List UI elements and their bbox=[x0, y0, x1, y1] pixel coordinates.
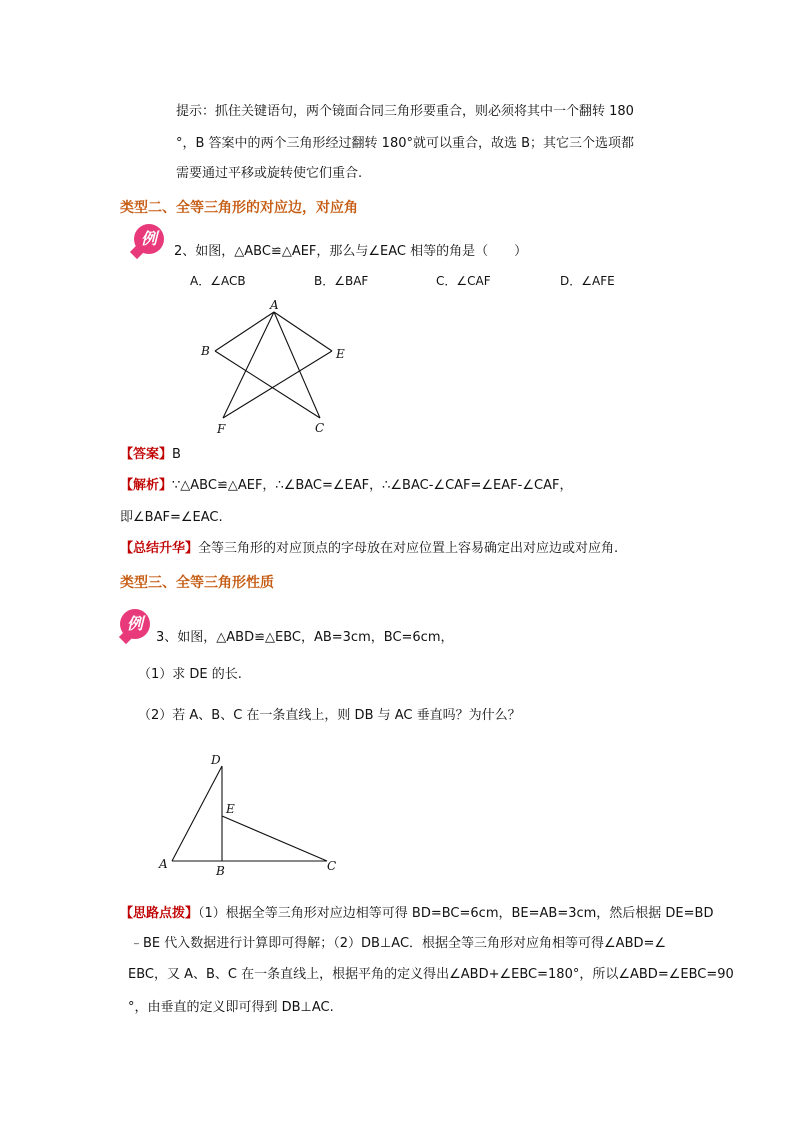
type2-heading: 类型二、全等三角形的对应边，对应角 bbox=[120, 200, 358, 216]
type3-heading: 类型三、全等三角形性质 bbox=[120, 575, 274, 591]
label-d: D bbox=[211, 753, 221, 767]
thought-line-2: ﹣BE 代入数据进行计算即可得解；（2）DB⊥AC．根据全等三角形对应角相等可得∠ABD=∠ bbox=[130, 936, 667, 951]
option-b: B．∠BAF bbox=[314, 274, 369, 288]
question-3: 3、如图，△ABD≌△EBC，AB=3cm，BC=6cm， bbox=[156, 630, 454, 645]
label-a: A bbox=[159, 857, 168, 871]
figure-right-triangles bbox=[155, 752, 345, 880]
label-b: B bbox=[216, 864, 225, 878]
label-a: A bbox=[270, 298, 279, 312]
figure-star bbox=[195, 296, 355, 436]
summary-text: 全等三角形的对应顶点的字母放在对应位置上容易确定出对应边或对应角. bbox=[198, 541, 619, 556]
thought-text-1: （1）根据全等三角形对应边相等可得 BD=BC=6cm，BE=AB=3cm，然后根据 DE=BD bbox=[198, 906, 714, 921]
hint-line-1: 提示：抓住关键语句，两个镜面合同三角形要重合，则必须将其中一个翻转 180 bbox=[176, 104, 634, 119]
thought-line-1 bbox=[120, 906, 713, 922]
question-3-part-2: （2）若 A、B、C 在一条直线上，则 DB 与 AC 垂直吗？为什么？ bbox=[138, 708, 521, 723]
label-c: C bbox=[315, 421, 325, 435]
segment-ec bbox=[222, 816, 327, 861]
example-badge-2: 例 bbox=[120, 609, 150, 639]
label-e: E bbox=[226, 802, 235, 816]
label-e: E bbox=[336, 347, 345, 361]
label-c: C bbox=[327, 859, 337, 873]
thought-tag: 【思路点拨】 bbox=[120, 906, 199, 921]
answer-value: B bbox=[172, 447, 181, 462]
segment-ad bbox=[172, 766, 222, 861]
segment-bc bbox=[215, 351, 320, 418]
analysis-tag: 【解析】 bbox=[120, 478, 173, 493]
hint-line-2: °，B 答案中的两个三角形经过翻转 180°就可以重合，故选 B；其它三个选项都 bbox=[176, 136, 635, 151]
question-3-part-1: （1）求 DE 的长. bbox=[138, 667, 242, 682]
thought-line-3: EBC，又 A、B、C 在一条直线上，根据平角的定义得出∠ABD+∠EBC=180°，所以∠ABD=∠EBC=90 bbox=[128, 967, 734, 982]
analysis-line-2: 即∠BAF=∠EAC. bbox=[120, 510, 223, 525]
hint-line-3: 需要通过平移或旋转使它们重合. bbox=[176, 166, 363, 181]
answer-line bbox=[120, 447, 181, 463]
question-2: 2、如图，△ABC≌△AEF，那么与∠EAC 相等的角是（ ） bbox=[174, 244, 528, 259]
summary-line bbox=[120, 541, 618, 557]
label-b: B bbox=[201, 344, 210, 358]
analysis-line-1 bbox=[120, 478, 572, 494]
label-f: F bbox=[217, 422, 226, 436]
analysis-text-1: ∵△ABC≌△AEF，∴∠BAC=∠EAF，∴∠BAC-∠CAF=∠EAF-∠CAF， bbox=[172, 478, 573, 493]
answer-tag: 【答案】 bbox=[120, 447, 173, 462]
option-c: C．∠CAF bbox=[436, 274, 491, 288]
option-d: D．∠AFE bbox=[560, 274, 615, 288]
summary-tag: 【总结升华】 bbox=[120, 541, 199, 556]
example-badge: 例 bbox=[134, 224, 164, 254]
option-a: A．∠ACB bbox=[190, 274, 246, 288]
thought-line-4: °，由垂直的定义即可得到 DB⊥AC. bbox=[128, 1000, 334, 1015]
